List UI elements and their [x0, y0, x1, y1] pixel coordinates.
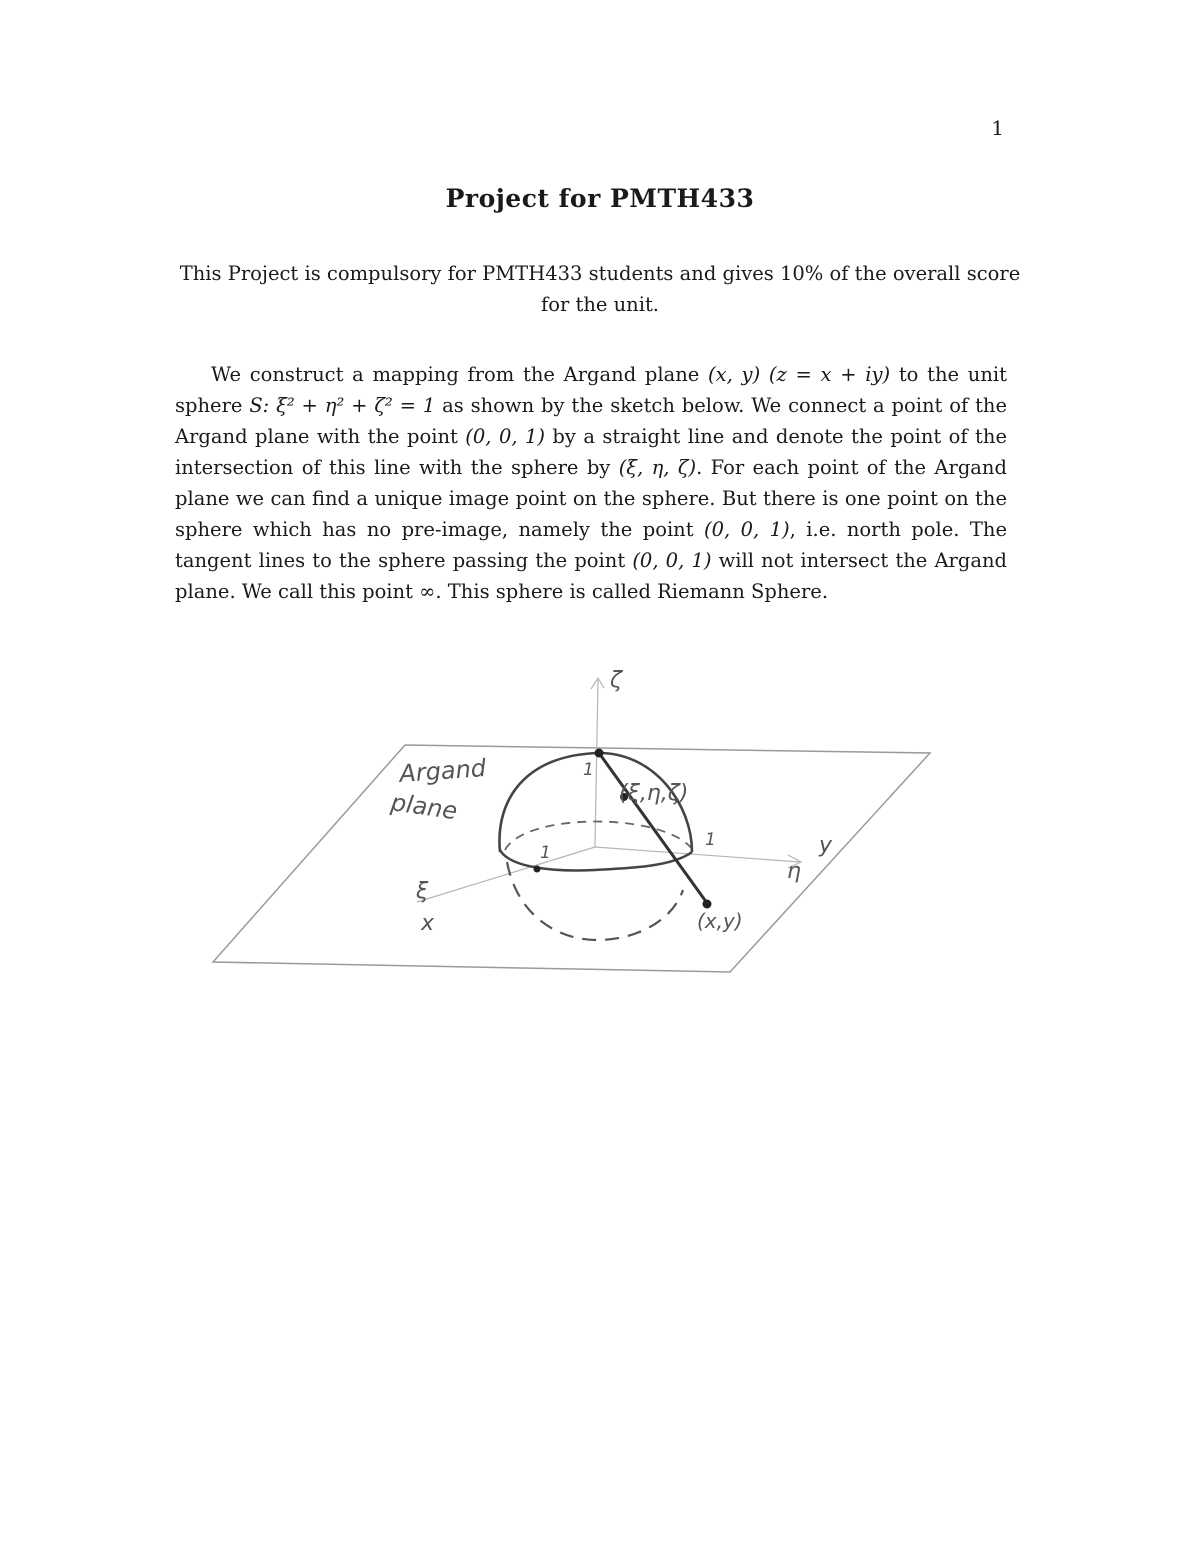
math-north-pole-1: (0, 0, 1)	[465, 425, 545, 448]
lower-hemisphere-dashed	[507, 862, 683, 940]
eta-axis-label: η	[787, 859, 801, 884]
body-text-7: will not intersect the Argand plane. We call this point	[175, 549, 1007, 603]
page-title: Project for PMTH433	[445, 184, 755, 213]
riemann-sphere-sketch	[195, 640, 995, 1040]
zeta-axis-label: ζ	[610, 668, 622, 693]
math-north-pole-2: (0, 0, 1)	[703, 518, 790, 541]
math-sphere-point: (ξ, η, ζ)	[618, 456, 697, 479]
tick-left-label: 1	[540, 843, 551, 863]
equator-point-marker	[534, 866, 541, 873]
north-pole-point	[595, 749, 604, 758]
body-text-8: . This sphere is called Riemann Sphere.	[435, 580, 829, 603]
argand-label-2: plane	[389, 788, 460, 826]
body-text-2: to the unit sphere	[175, 363, 1007, 417]
tick-right-label: 1	[705, 830, 716, 850]
body-text-6: , i.e. north pole. The tangent lines to the sphere passing the point	[175, 518, 1008, 572]
plane-point-marker	[703, 900, 712, 909]
body-text-1: We construct a mapping from the Argand plane	[211, 363, 709, 386]
body-text-4: by a straight line and denote the point of the intersection of this line with the sphere by	[175, 425, 1007, 479]
math-sphere-equation: S: ξ² + η² + ζ² = 1	[249, 394, 436, 417]
projection-line	[599, 753, 707, 903]
page-number: 1	[991, 116, 1004, 140]
body-text-5: . For each point of the Argand plane we can find a unique image point on the sphere. But there is one point on the sphere which has no pre-image, namely the point	[175, 456, 1007, 541]
eta-axis-line	[595, 847, 800, 862]
plane-point-label: (x,y)	[697, 909, 743, 933]
math-argand-coords: (x, y) (z = x + iy)	[708, 363, 891, 386]
argand-label-1: Argand	[398, 754, 487, 788]
math-north-pole-3: (0, 0, 1)	[632, 549, 712, 572]
sphere-point-label: (ξ,η,ζ)	[619, 781, 689, 806]
intro-paragraph: This Project is compulsory for PMTH433 students and gives 10% of the overall score for the unit.	[179, 262, 1021, 316]
y-axis-label: y	[819, 833, 833, 858]
xi-axis-label: ξ	[416, 879, 429, 904]
math-infinity: ∞	[419, 580, 436, 603]
x-axis-label: x	[421, 911, 435, 936]
tick-top-label: 1	[583, 760, 594, 780]
argand-plane	[213, 745, 930, 972]
body-text-3: as shown by the sketch below. We connect a point of the Argand plane with the point	[175, 394, 1008, 448]
body-paragraph	[175, 359, 1007, 607]
